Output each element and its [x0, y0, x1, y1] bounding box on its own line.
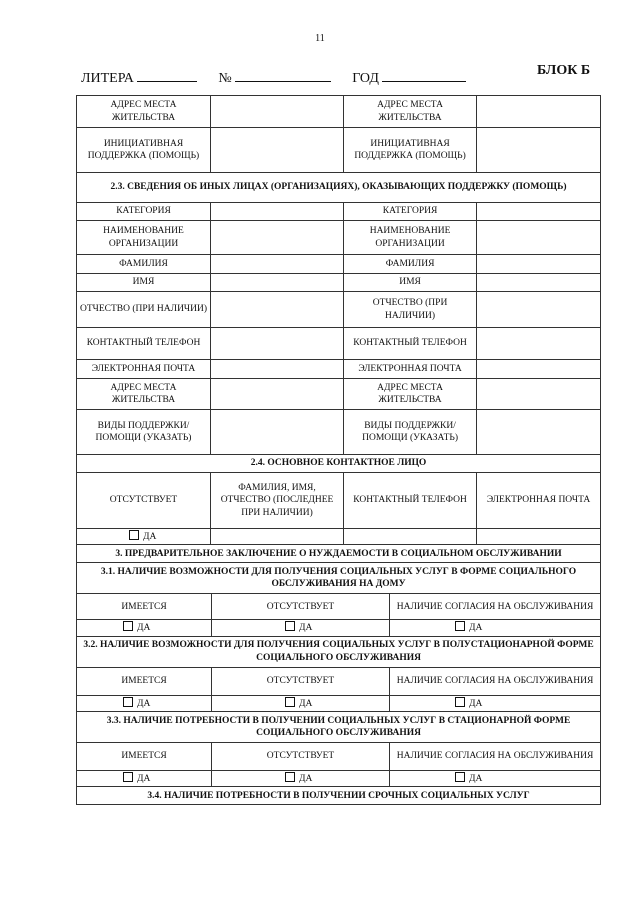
value-cell[interactable]: [211, 292, 344, 328]
column-header: НАЛИЧИЕ СОГЛАСИЯ НА ОБСЛУЖИВАНИЯ: [390, 594, 601, 620]
table-row: [77, 620, 601, 636]
litera-field[interactable]: [137, 69, 197, 82]
section-title-3-4: 3.4. НАЛИЧИЕ ПОТРЕБНОСТИ В ПОЛУЧЕНИИ СРОЧНЫХ СОЦИАЛЬНЫХ УСЛУГ: [77, 787, 601, 805]
column-header: ЭЛЕКТРОННАЯ ПОЧТА: [477, 473, 601, 529]
checkbox-label: ДА: [137, 623, 151, 634]
column-header: ФАМИЛИЯ, ИМЯ, ОТЧЕСТВО (ПОСЛЕДНЕЕ ПРИ НАЛИЧИИ): [211, 473, 344, 529]
row-label: КОНТАКТНЫЙ ТЕЛЕФОН: [77, 328, 211, 360]
table-row: [77, 128, 601, 173]
page-number: 11: [315, 33, 325, 44]
column-header: ОТСУТСТВУЕТ: [77, 473, 211, 529]
row-label: ФАМИЛИЯ: [77, 255, 211, 274]
row-label: АДРЕС МЕСТА ЖИТЕЛЬСТВА: [77, 379, 211, 410]
value-cell[interactable]: [211, 255, 344, 274]
row-label: ВИДЫ ПОДДЕРЖКИ/ПОМОЩИ (УКАЗАТЬ): [344, 410, 477, 455]
block-label: БЛОК Б: [537, 63, 591, 78]
checkbox-label: ДА: [469, 698, 483, 709]
row-label: ИНИЦИАТИВНАЯ ПОДДЕРЖКА (ПОМОЩЬ): [77, 128, 211, 173]
checkbox-cell[interactable]: [212, 771, 390, 787]
section-title-3-2: 3.2. НАЛИЧИЕ ВОЗМОЖНОСТИ ДЛЯ ПОЛУЧЕНИЯ СОЦИАЛЬНЫХ УСЛУГ В ПОЛУСТАЦИОНАРНОЙ ФОРМЕ СОЦИАЛЬНОГО ОБСЛУЖИВАНИЯ: [77, 636, 601, 667]
table-row: [77, 274, 601, 292]
value-cell[interactable]: [211, 410, 344, 455]
form-header: [81, 69, 466, 87]
value-cell[interactable]: [477, 221, 601, 255]
checkbox-cell[interactable]: [390, 695, 601, 711]
table-row: [77, 96, 601, 128]
checkbox-cell[interactable]: [77, 771, 212, 787]
section-header-row: [77, 787, 601, 805]
value-cell[interactable]: [211, 274, 344, 292]
section-header-row: [77, 563, 601, 594]
value-cell[interactable]: [211, 529, 344, 545]
section-title-2-3: 2.3. СВЕДЕНИЯ ОБ ИНЫХ ЛИЦАХ (ОРГАНИЗАЦИЯХ), ОКАЗЫВАЮЩИХ ПОДДЕРЖКУ (ПОМОЩЬ): [77, 173, 601, 203]
section-header-row: [77, 173, 601, 203]
checkbox[interactable]: [285, 621, 295, 631]
row-label: ОТЧЕСТВО (ПРИ НАЛИЧИИ): [77, 292, 211, 328]
section-header-row: [77, 712, 601, 743]
checkbox-label: ДА: [469, 623, 483, 634]
row-label: АДРЕС МЕСТА ЖИТЕЛЬСТВА: [344, 96, 477, 128]
column-header: ОТСУТСТВУЕТ: [212, 667, 390, 695]
table-row: [77, 255, 601, 274]
checkbox[interactable]: [123, 621, 133, 631]
value-cell[interactable]: [211, 328, 344, 360]
value-cell[interactable]: [477, 96, 601, 128]
row-label: ИМЯ: [344, 274, 477, 292]
value-cell[interactable]: [477, 128, 601, 173]
table-row: [77, 379, 601, 410]
section-title-3-1: 3.1. НАЛИЧИЕ ВОЗМОЖНОСТИ ДЛЯ ПОЛУЧЕНИЯ СОЦИАЛЬНЫХ УСЛУГ В ФОРМЕ СОЦИАЛЬНОГО ОБСЛУЖИВАНИЯ НА ДОМУ: [77, 563, 601, 594]
row-label: КОНТАКТНЫЙ ТЕЛЕФОН: [344, 328, 477, 360]
column-header: НАЛИЧИЕ СОГЛАСИЯ НА ОБСЛУЖИВАНИЯ: [390, 743, 601, 771]
checkbox[interactable]: [455, 621, 465, 631]
checkbox-label: ДА: [469, 774, 483, 785]
table-row: [77, 743, 601, 771]
value-cell[interactable]: [477, 410, 601, 455]
checkbox-label: ДА: [299, 698, 313, 709]
year-label: ГОД: [352, 71, 379, 86]
value-cell[interactable]: [211, 379, 344, 410]
row-label: НАИМЕНОВАНИЕ ОРГАНИЗАЦИИ: [77, 221, 211, 255]
row-label: ЭЛЕКТРОННАЯ ПОЧТА: [344, 360, 477, 379]
checkbox-label: ДА: [299, 623, 313, 634]
table-row: [77, 529, 601, 545]
checkbox-cell[interactable]: [212, 695, 390, 711]
value-cell[interactable]: [211, 96, 344, 128]
section-title-3: 3. ПРЕДВАРИТЕЛЬНОЕ ЗАКЛЮЧЕНИЕ О НУЖДАЕМОСТИ В СОЦИАЛЬНОМ ОБСЛУЖИВАНИИ: [77, 545, 601, 563]
value-cell[interactable]: [211, 360, 344, 379]
row-label: ИМЯ: [77, 274, 211, 292]
column-header: ИМЕЕТСЯ: [77, 743, 212, 771]
section-title-2-4: 2.4. ОСНОВНОЕ КОНТАКТНОЕ ЛИЦО: [77, 455, 601, 473]
value-cell[interactable]: [477, 203, 601, 221]
checkbox-cell[interactable]: [212, 620, 390, 636]
checkbox[interactable]: [123, 697, 133, 707]
section-header-row: [77, 455, 601, 473]
value-cell[interactable]: [477, 529, 601, 545]
value-cell[interactable]: [344, 529, 477, 545]
checkbox-label: ДА: [143, 532, 157, 542]
checkbox[interactable]: [285, 697, 295, 707]
table-row: [77, 594, 601, 620]
checkbox-cell[interactable]: [77, 620, 212, 636]
value-cell[interactable]: [477, 255, 601, 274]
row-label: КАТЕГОРИЯ: [77, 203, 211, 221]
value-cell[interactable]: [211, 221, 344, 255]
checkbox-cell[interactable]: [77, 529, 211, 545]
value-cell[interactable]: [477, 379, 601, 410]
row-label: ВИДЫ ПОДДЕРЖКИ/ПОМОЩИ (УКАЗАТЬ): [77, 410, 211, 455]
row-label: ЭЛЕКТРОННАЯ ПОЧТА: [77, 360, 211, 379]
column-header: КОНТАКТНЫЙ ТЕЛЕФОН: [344, 473, 477, 529]
checkbox-label: ДА: [137, 774, 151, 785]
row-label: АДРЕС МЕСТА ЖИТЕЛЬСТВА: [344, 379, 477, 410]
number-field[interactable]: [235, 69, 331, 82]
table-row: [77, 771, 601, 787]
column-header: ИМЕЕТСЯ: [77, 594, 212, 620]
checkbox[interactable]: [455, 697, 465, 707]
checkbox[interactable]: [285, 772, 295, 782]
year-field[interactable]: [382, 69, 466, 82]
value-cell[interactable]: [477, 360, 601, 379]
value-cell[interactable]: [211, 203, 344, 221]
value-cell[interactable]: [211, 128, 344, 173]
number-label: №: [218, 71, 232, 86]
row-label: НАИМЕНОВАНИЕ ОРГАНИЗАЦИИ: [344, 221, 477, 255]
checkbox[interactable]: [129, 530, 139, 540]
checkbox-cell[interactable]: [77, 695, 212, 711]
column-header: ОТСУТСТВУЕТ: [212, 743, 390, 771]
column-header: ОТСУТСТВУЕТ: [212, 594, 390, 620]
column-header: ИМЕЕТСЯ: [77, 667, 212, 695]
checkbox-cell[interactable]: [390, 771, 601, 787]
row-label: ИНИЦИАТИВНАЯ ПОДДЕРЖКА (ПОМОЩЬ): [344, 128, 477, 173]
section-header-row: [77, 545, 601, 563]
checkbox-label: ДА: [137, 698, 151, 709]
form-table: [76, 95, 601, 805]
table-row: [77, 695, 601, 711]
checkbox[interactable]: [455, 772, 465, 782]
section-title-3-3: 3.3. НАЛИЧИЕ ПОТРЕБНОСТИ В ПОЛУЧЕНИИ СОЦИАЛЬНЫХ УСЛУГ В СТАЦИОНАРНОЙ ФОРМЕ СОЦИАЛЬНОГО ОБСЛУЖИВАНИЯ: [77, 712, 601, 743]
row-label: ФАМИЛИЯ: [344, 255, 477, 274]
value-cell[interactable]: [477, 274, 601, 292]
checkbox-cell[interactable]: [390, 620, 601, 636]
table-row: [77, 221, 601, 255]
table-row: [77, 360, 601, 379]
checkbox[interactable]: [123, 772, 133, 782]
column-header: НАЛИЧИЕ СОГЛАСИЯ НА ОБСЛУЖИВАНИЯ: [390, 667, 601, 695]
checkbox-label: ДА: [299, 774, 313, 785]
value-cell[interactable]: [477, 292, 601, 328]
value-cell[interactable]: [477, 328, 601, 360]
litera-label: ЛИТЕРА: [81, 71, 134, 86]
row-label: ОТЧЕСТВО (ПРИ НАЛИЧИИ): [344, 292, 477, 328]
table-row: [77, 667, 601, 695]
table-row: [77, 292, 601, 328]
row-label: АДРЕС МЕСТА ЖИТЕЛЬСТВА: [77, 96, 211, 128]
table-row: [77, 203, 601, 221]
table-row: [77, 328, 601, 360]
table-row: [77, 410, 601, 455]
table-row: [77, 473, 601, 529]
section-header-row: [77, 636, 601, 667]
row-label: КАТЕГОРИЯ: [344, 203, 477, 221]
